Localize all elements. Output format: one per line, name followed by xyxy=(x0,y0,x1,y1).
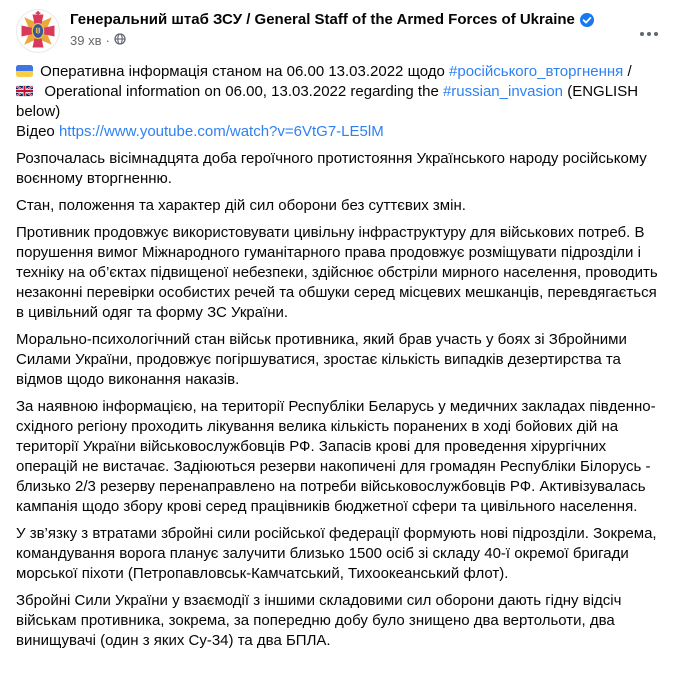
post-paragraph xyxy=(16,149,664,189)
post-paragraph xyxy=(16,62,664,142)
text-segment: Оперативна інформація станом на 06.00 13.03.2022 щодо xyxy=(36,63,450,80)
post-text xyxy=(0,62,680,651)
text-segment: / xyxy=(623,63,632,80)
header-info xyxy=(70,9,664,49)
text-segment: (ENGLISH below) xyxy=(16,83,643,120)
text-segment: Стан, положення та характер дій сил оборони без суттєвих змін. xyxy=(16,197,466,214)
text-segment: За наявною інформацією, на території Республіки Беларусь у медичних закладах південно-східного регіону проходить лікування велика кількість поранених в ході бойових дій на території України військовослужбовців РФ. Запасів крові для проведення хірургічних операцій не вистачає. Задіюються резерви накопичені для громадян Республіки Білорусь - близько 2/3 резерву перенаправлено на потреби військовослужбовців РФ. Активізувалась кампанія щодо збору крові серед працівників бюджетної сфери та цивільного населення. xyxy=(16,398,656,515)
text-segment: У зв’язку з втратами збройні сили російської федерації формують нові підрозділи. Зокрема, командування ворога планує залучити близько 1500 осіб зі складу 40-ї окремої бригади морської піхоти (Петропавловськ-Камчатський, Тихоокеанський флот). xyxy=(16,525,661,582)
page-avatar[interactable] xyxy=(16,9,60,53)
post-paragraph xyxy=(16,591,664,651)
video-link[interactable]: https://www.youtube.com/watch?v=6VtG7-LE5lM xyxy=(58,123,384,140)
ellipsis-icon xyxy=(654,32,658,36)
post-paragraph xyxy=(16,397,664,517)
post-header xyxy=(0,0,680,53)
hashtag-link[interactable]: #російського_вторгнення xyxy=(449,63,624,80)
post-paragraph xyxy=(16,524,664,584)
hashtag-link[interactable]: #russian_invasion xyxy=(442,83,564,100)
post-menu-button[interactable] xyxy=(636,26,662,42)
verified-badge-icon xyxy=(580,13,594,27)
globe-privacy-icon xyxy=(114,33,126,49)
ukraine-general-staff-emblem-icon xyxy=(16,9,60,53)
post-paragraph xyxy=(16,196,664,216)
text-segment: Збройні Сили України у взаємодії з іншими складовими сил оборони дають гідну відсіч військам противника, зокрема, за попередню добу було знищено два вертольоти, два винищувачі (один з яких Су-34) та два БПЛА. xyxy=(16,592,626,649)
ellipsis-icon xyxy=(647,32,651,36)
text-segment: Розпочалась вісімнадцята доба героїчного протистояння Українського народу російському воєнному вторгненню. xyxy=(16,150,651,187)
page-name-link[interactable]: Генеральний штаб ЗСУ / General Staff of the Armed Forces of Ukraine xyxy=(70,11,575,28)
meta-separator: · xyxy=(105,33,110,48)
post-paragraph xyxy=(16,330,664,390)
post-paragraph xyxy=(16,223,664,323)
text-segment: Operational information on 06.00, 13.03.2022 regarding the xyxy=(36,83,443,100)
ukraine-flag-icon xyxy=(16,65,33,77)
text-segment: Відео xyxy=(16,123,59,140)
text-segment: Противник продовжує використовувати цивільну інфраструктуру для військових потреб. В порушення вимог Міжнародного гуманітарного права продовжує розміщувати підрозділи і техніку на об’єктах підвищеної небезпеки, здійснює обстріли мирного населення, проводить незаконні перевірки особистих речей та обшуки серед місцевих мешканців, перевдягається в цивільний одяг та форму ЗС України. xyxy=(16,224,662,321)
ellipsis-icon xyxy=(640,32,644,36)
uk-flag-icon xyxy=(16,85,33,97)
text-segment: Морально-психологічний стан військ противника, який брав участь у боях зі Збройними Силами України, продовжує погіршуватися, зростає кількість випадків дезертирства та відмов щодо виконання наказів. xyxy=(16,331,632,388)
post-timestamp[interactable]: 39 хв xyxy=(70,33,102,48)
